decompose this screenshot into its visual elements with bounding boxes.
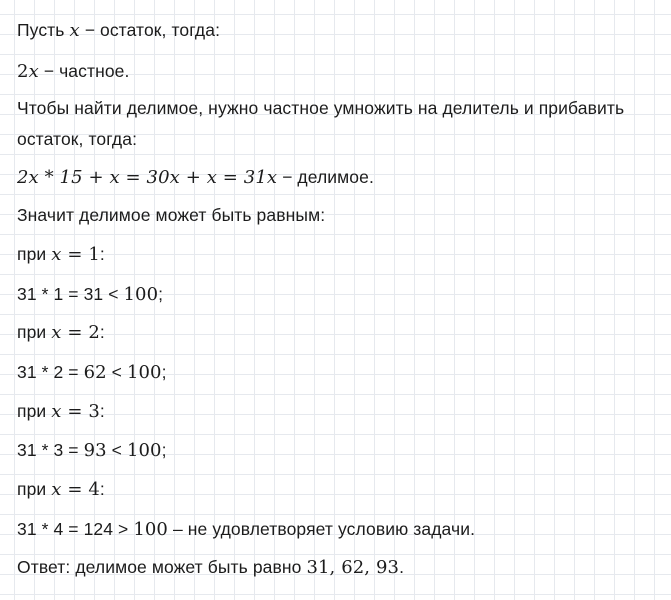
text: − остаток, тогда: bbox=[79, 20, 221, 40]
math-eq: = 4 bbox=[61, 479, 100, 500]
math-x: x bbox=[51, 479, 62, 500]
math-x: x bbox=[69, 20, 80, 41]
line-8 bbox=[17, 283, 163, 306]
math-x: x bbox=[51, 322, 62, 343]
line-7 bbox=[17, 243, 105, 266]
text: − делимое. bbox=[277, 167, 374, 187]
line-11 bbox=[17, 400, 105, 423]
math-num: 100 bbox=[133, 519, 168, 540]
text: . bbox=[399, 557, 405, 577]
line-9 bbox=[17, 321, 105, 344]
math-eq: = 3 bbox=[61, 401, 100, 422]
text: < bbox=[106, 440, 127, 460]
text: при bbox=[17, 401, 52, 421]
text: 31 * 2 = bbox=[17, 362, 84, 382]
math-eq: = 1 bbox=[61, 244, 100, 265]
text: 31 * 3 = bbox=[17, 440, 84, 460]
text: : bbox=[99, 322, 105, 342]
line-12 bbox=[17, 439, 167, 462]
text: остаток, тогда: bbox=[17, 129, 138, 149]
text: ; bbox=[161, 440, 167, 460]
math-equation: 2x * 15 + x = 30x + x = 31x bbox=[17, 167, 278, 188]
line-4 bbox=[17, 128, 137, 150]
text: : bbox=[99, 401, 105, 421]
text: : bbox=[99, 244, 105, 264]
math-num: 62 bbox=[83, 362, 107, 383]
text: ; bbox=[158, 284, 164, 304]
text: ; bbox=[161, 362, 167, 382]
line-10 bbox=[17, 361, 167, 384]
line-5 bbox=[17, 166, 374, 189]
text: 31 * 4 = 124 > bbox=[17, 519, 134, 539]
line-13 bbox=[17, 478, 105, 501]
text: − частное. bbox=[38, 61, 130, 81]
math-num: 31, 62, 93 bbox=[306, 557, 400, 578]
text: при bbox=[17, 479, 52, 499]
text: – не удовлетворяет условию задачи. bbox=[168, 519, 476, 539]
text: Значит делимое может быть равным: bbox=[17, 205, 326, 225]
text: Пусть bbox=[17, 20, 70, 40]
math-x: x bbox=[51, 244, 62, 265]
text: 31 * 1 = 31 < bbox=[17, 284, 124, 304]
line-1 bbox=[17, 19, 220, 42]
line-2 bbox=[17, 60, 129, 83]
math-num: 100 bbox=[126, 362, 162, 383]
text: при bbox=[17, 244, 52, 264]
math-num: 100 bbox=[126, 440, 162, 461]
text: при bbox=[17, 322, 52, 342]
line-3 bbox=[17, 97, 624, 119]
text: < bbox=[106, 362, 127, 382]
text: : bbox=[99, 479, 105, 499]
math-eq: = 2 bbox=[61, 322, 100, 343]
math-x: x bbox=[51, 401, 62, 422]
math-num: 2 bbox=[17, 61, 29, 82]
text: Чтобы найти делимое, нужно частное умножить на делитель и прибавить bbox=[17, 98, 625, 118]
math-num: 100 bbox=[123, 284, 159, 305]
line-15 bbox=[17, 556, 404, 579]
text: Ответ: делимое может быть равно bbox=[17, 557, 307, 577]
line-6 bbox=[17, 204, 325, 226]
math-x: x bbox=[28, 61, 39, 82]
line-14 bbox=[17, 518, 475, 541]
math-num: 93 bbox=[83, 440, 107, 461]
